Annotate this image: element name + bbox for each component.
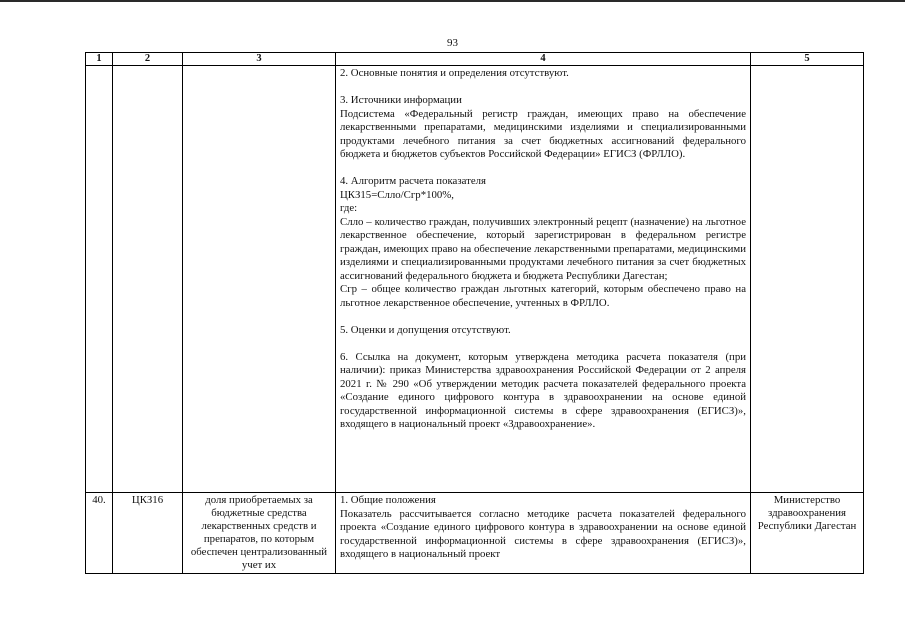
methodology-section-6 (340, 351, 746, 432)
methodology-section-4 (340, 175, 746, 310)
indicators-table (85, 52, 864, 574)
methodology-line: 2. Основные понятия и определения отсутствуют. (340, 67, 569, 79)
formula-term-definition: Сгр – общее количество граждан льготных категорий, которым обеспечено право на льготное лекарственное обеспечение, учтенных в ФРЛЛО. (340, 283, 746, 309)
methodology-line: 1. Общие положения (340, 494, 436, 506)
formula-term-definition: Слло – количество граждан, получивших электронный рецепт (назначение) на льготное лекарственное обеспечение, который зарегистрирован в федеральном регистре граждан, имеющих право на обеспечение лекарственными препаратами, медицинскими изделиями и специализированными продуктами лечебного питания за счет бюджетных ассигнований федерального бюджета и бюджета Республики Дагестан; (340, 215, 746, 282)
methodology-line: 6. Ссылка на документ, которым утверждена методика расчета показателя (при наличии): приказ Министерства здравоохранения Российской Федерации от 2 апреля 2021 г. № 290 «Об утверждении методик расчета показателей федерального проекта «Создание единого цифрового контура в здравоохранении на основе единой государственной информационной системы в сфере здравоохранения (ЕГИСЗ)», входящего в национальный проект «Здравоохранение». (340, 350, 746, 430)
cell-num (86, 66, 113, 493)
methodology-section-1 (340, 494, 746, 562)
cell-num: 40. (86, 493, 113, 574)
methodology-line: 5. Оценки и допущения отсутствуют. (340, 323, 511, 336)
methodology-line: 3. Источники информации (340, 94, 462, 106)
methodology-line: где: (340, 202, 358, 214)
cell-responsible (751, 66, 864, 493)
cell-code: ЦКЗ16 (113, 493, 183, 574)
methodology-section-2 (340, 67, 746, 81)
cell-indicator: доля приобретаемых за бюджетные средства лекарственных средств и препаратов, по которым обеспечен централизованный учет их (183, 493, 336, 574)
cell-code (113, 66, 183, 493)
cell-indicator (183, 66, 336, 493)
header-col-1: 1 (86, 53, 113, 66)
formula: ЦКЗ15=Слло/Сгр*100%, (340, 188, 454, 201)
cell-methodology (336, 66, 751, 493)
header-col-4: 4 (336, 53, 751, 66)
table-row-40 (86, 493, 864, 574)
methodology-line: Показатель рассчитывается согласно методике расчета показателей федерального проекта «Создание единого цифрового контура в здравоохранении на основе единой государственной информационной системы в сфере здравоохранения (ЕГИСЗ)», входящего в национальный проект (340, 507, 746, 560)
page-number: 93 (447, 37, 458, 49)
cell-responsible: Министерство здравоохранения Республики Дагестан (751, 493, 864, 574)
methodology-line: 4. Алгоритм расчета показателя (340, 175, 486, 187)
table-header-row (86, 53, 864, 66)
cell-methodology (336, 493, 751, 574)
page-top-edge (0, 0, 905, 2)
table-row-continued (86, 66, 864, 493)
header-col-2: 2 (113, 53, 183, 66)
methodology-section-3 (340, 94, 746, 162)
header-col-5: 5 (751, 53, 864, 66)
header-col-3: 3 (183, 53, 336, 66)
methodology-section-5 (340, 324, 746, 338)
methodology-line: Подсистема «Федеральный регистр граждан, имеющих право на обеспечение лекарственными препаратами, медицинскими изделиями и специализированными продуктами лечебного питания за счет бюджетных ассигнований федерального бюджета и бюджетов субъектов Российской Федерации» ЕГИСЗ (ФРЛЛО). (340, 107, 746, 160)
